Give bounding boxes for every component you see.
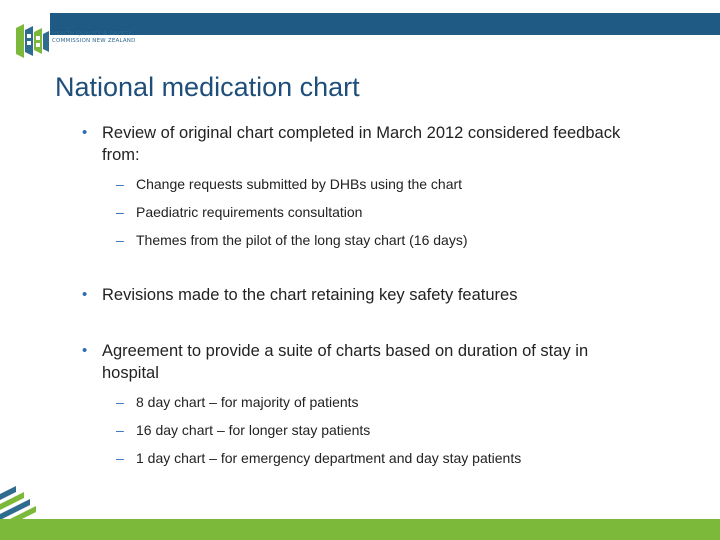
sub-bullet-item: [82, 448, 692, 468]
logo-text: [52, 31, 154, 44]
sub-bullet-item: [82, 202, 692, 222]
bullet-icon: •: [82, 342, 88, 359]
sub-bullet-text: 1 day chart – for emergency department and day stay patients: [136, 450, 522, 466]
bullet-icon: •: [82, 124, 88, 141]
logo-line-2: COMMISSION NEW ZEALAND: [52, 37, 136, 44]
logo-mark-icon: [14, 22, 52, 60]
bullet-text: Revisions made to the chart retaining key safety features: [102, 286, 518, 304]
sub-bullet-item: [82, 174, 692, 194]
dash-icon: –: [116, 450, 124, 466]
bullet-item: [82, 284, 692, 306]
bullet-text: Review of original chart completed in March 2012 considered feedback: [102, 124, 621, 142]
bullet-text: Agreement to provide a suite of charts based on duration of stay in: [102, 342, 589, 360]
sub-bullet-text: 16 day chart – for longer stay patients: [136, 422, 371, 438]
slide-content: [82, 122, 692, 468]
sub-bullet-text: Change requests submitted by DHBs using the chart: [136, 176, 463, 192]
sub-bullet-item: [82, 392, 692, 412]
sub-bullet-text: 8 day chart – for majority of patients: [136, 394, 359, 410]
dash-icon: –: [116, 176, 124, 192]
sub-bullet-item: [82, 230, 692, 250]
sub-bullet-item: [82, 420, 692, 440]
dash-icon: –: [116, 422, 124, 438]
dash-icon: –: [116, 232, 124, 248]
dash-icon: –: [116, 204, 124, 220]
sub-bullet-text: Paediatric requirements consultation: [136, 204, 363, 220]
bullet-text-continued: from:: [102, 146, 140, 164]
footer-bar: [0, 519, 720, 540]
bullet-item: [82, 122, 692, 166]
bullet-text-continued: hospital: [102, 364, 159, 382]
logo-line-1: HEALTH QUALITY & SAFETY: [52, 31, 132, 37]
slide-title: National medication chart: [55, 72, 360, 102]
sub-bullet-text: Themes from the pilot of the long stay chart (16 days): [136, 232, 468, 248]
dash-icon: –: [116, 394, 124, 410]
organisation-logo: [14, 22, 154, 60]
bullet-item: [82, 340, 692, 384]
bullet-icon: •: [82, 286, 88, 303]
